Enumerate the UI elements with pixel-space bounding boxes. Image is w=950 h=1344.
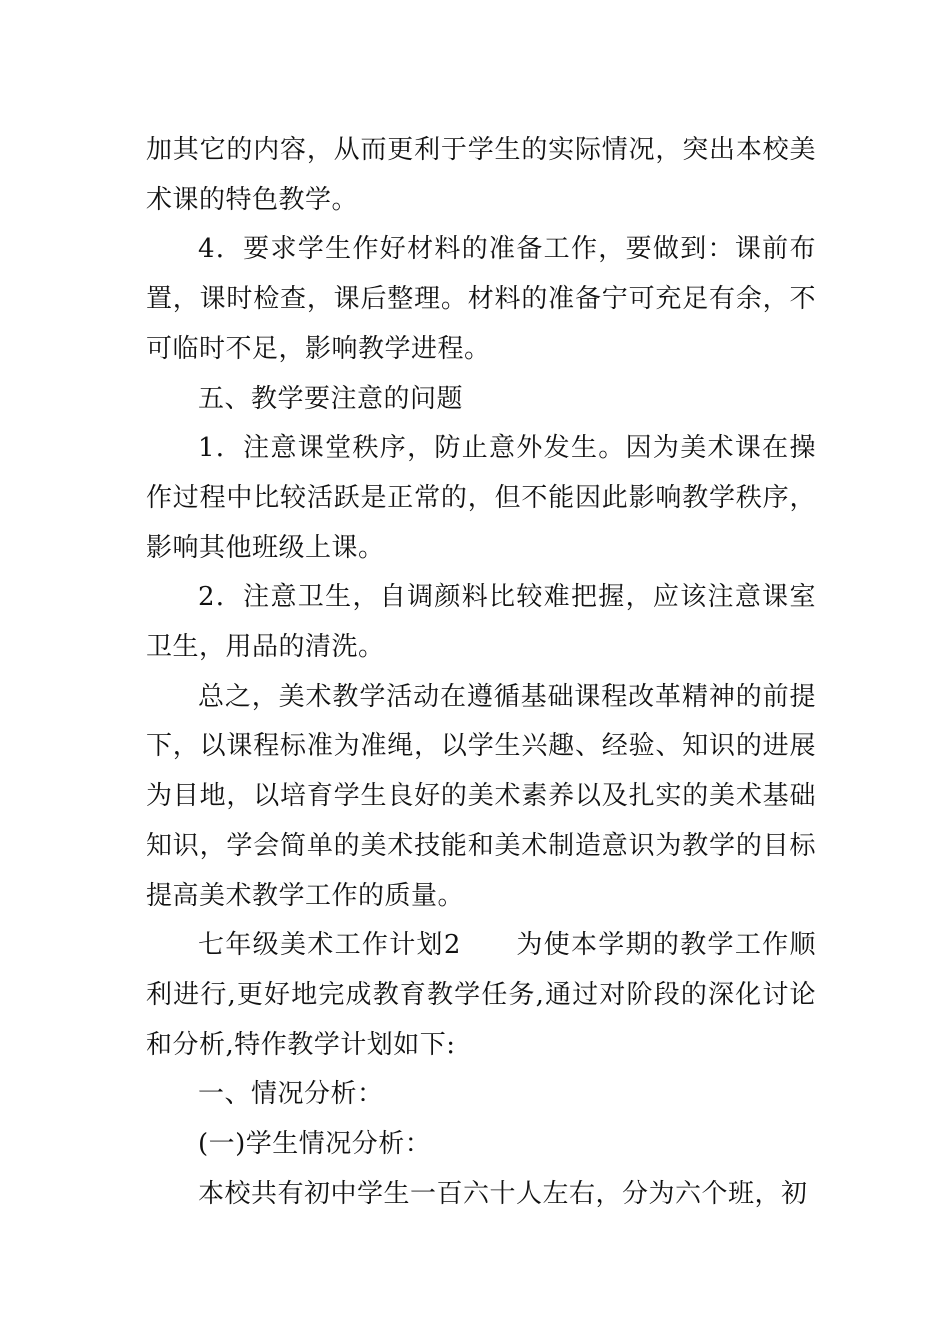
paragraph-students: 本校共有初中学生一百六十人左右，分为六个班，初: [198, 1178, 808, 1209]
paragraph-1: 加其它的内容，从而更利于学生的实际情况，突出本校美术课的特色教学。: [146, 135, 816, 215]
paragraph-summary: 总之，美术教学活动在遵循基础课程改革精神的前提下，以课程标准为准绳，以学生兴趣、经验、知识的进展为目地，以培育学生良好的美术素养以及扎实的美术基础知识，学会简单的美术技能和美术制造意识为教学的目标提高美术教学工作的质量。: [146, 681, 816, 911]
paragraph-2: 4．要求学生作好材料的准备工作，要做到：课前布置，课时检查，课后整理。材料的准备宁可充足有余，不可临时不足，影响教学进程。: [146, 234, 816, 364]
subsection-heading-1: (一)学生情况分析：: [198, 1129, 432, 1160]
paragraph-3: 1．注意课堂秩序，防止意外发生。因为美术课在操作过程中比较活跃是正常的，但不能因此影响教学秩序，影响其他班级上课。: [146, 433, 816, 563]
document-body: [146, 126, 816, 1219]
paragraph-4: 2．注意卫生，自调颜料比较难把握，应该注意课室卫生，用品的清洗。: [146, 582, 816, 663]
paragraph-plan-2-intro: 七年级美术工作计划2 为使本学期的教学工作顺利进行,更好地完成教育教学任务,通过对阶段的深化讨论和分析,特作教学计划如下:: [146, 930, 816, 1060]
section-heading-1: 一、情况分析：: [198, 1079, 384, 1110]
section-heading-5: 五、教学要注意的问题: [198, 383, 464, 414]
